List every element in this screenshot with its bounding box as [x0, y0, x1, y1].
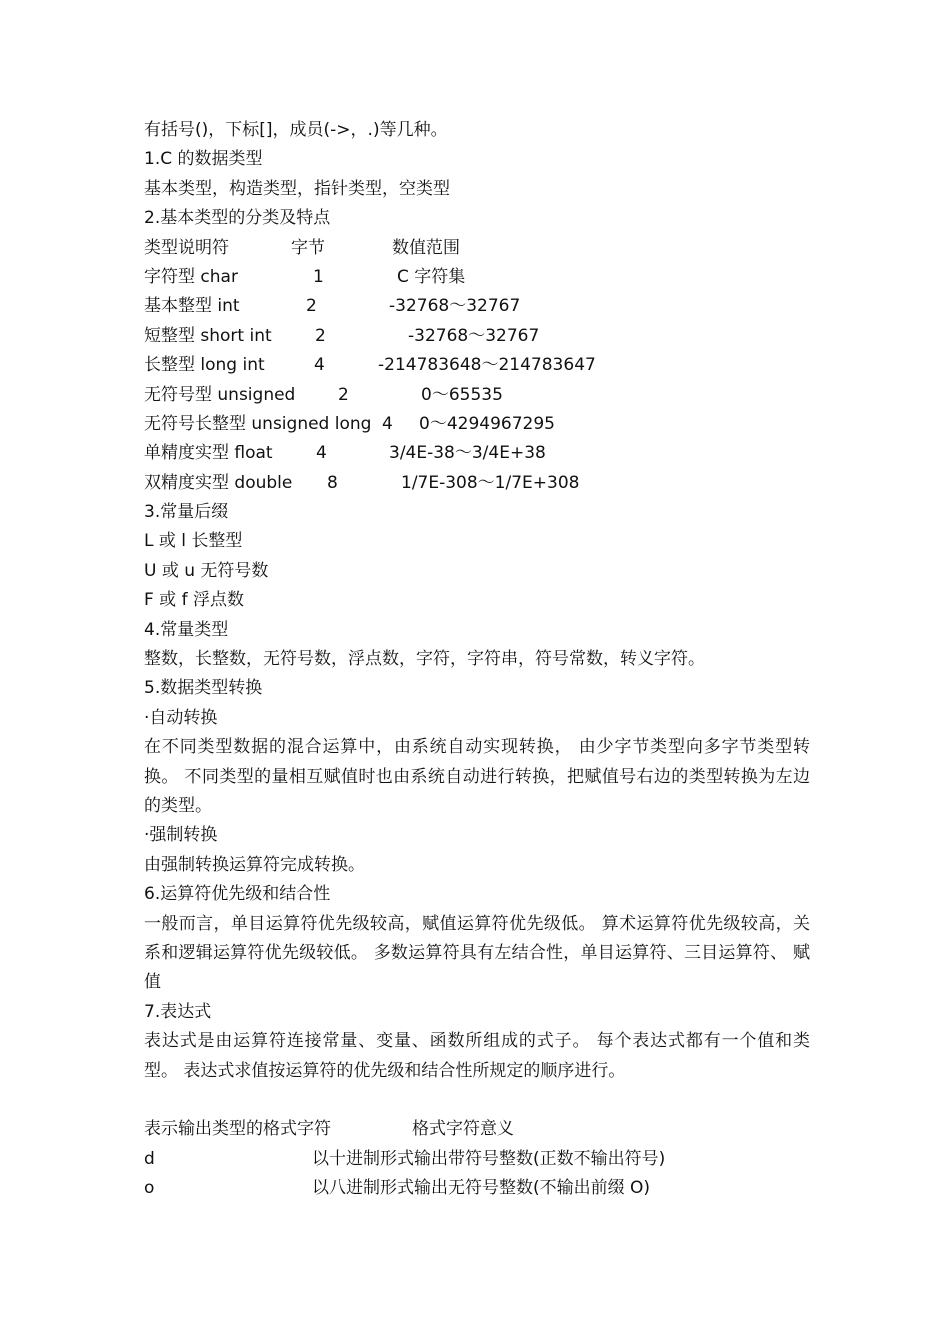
type-range: 0～4294967295: [419, 413, 555, 434]
type-bytes: 4: [314, 355, 325, 376]
table-row: [144, 292, 810, 321]
section-heading: 5.数据类型转换: [144, 678, 263, 699]
type-bytes: 4: [382, 413, 393, 434]
type-range: -32768～32767: [408, 325, 540, 346]
type-bytes: 2: [306, 296, 317, 317]
format-char: d: [144, 1148, 155, 1169]
table-row: [144, 351, 810, 380]
type-range: 3/4E-38～3/4E+38: [389, 443, 546, 464]
header-range: 数值范围: [392, 237, 460, 258]
type-bytes: 2: [315, 325, 326, 346]
format-table-header: [144, 1115, 810, 1144]
type-bytes: 1: [313, 266, 324, 287]
type-bytes: 8: [327, 472, 338, 493]
section-heading: 4.常量类型: [144, 619, 229, 640]
type-name: 单精度实型 float: [144, 443, 273, 464]
table-row: [144, 1145, 810, 1174]
format-table: [144, 1115, 810, 1203]
section-heading: 2.基本类型的分类及特点: [144, 208, 331, 229]
type-range: 0～65535: [421, 384, 503, 405]
type-name: 短整型 short int: [144, 325, 272, 346]
document-body: [144, 116, 810, 1204]
header-bytes: 字节: [291, 237, 325, 258]
text-line: L 或 l 长整型: [144, 531, 243, 552]
section-heading: 1.C 的数据类型: [144, 149, 263, 170]
table-row: [144, 439, 810, 468]
header-format-meaning: 格式字符意义: [412, 1119, 514, 1140]
type-range: -214783648～214783647: [378, 355, 596, 376]
table-row: [144, 263, 810, 292]
type-range: -32768～32767: [389, 296, 521, 317]
paragraph: 表达式是由运算符连接常量、变量、函数所组成的式子。 每个表达式都有一个值和类型。 表达式求值按运算符的优先级和结合性所规定的顺序进行。: [144, 1031, 810, 1081]
text-line: 由强制转换运算符完成转换。: [144, 854, 365, 875]
type-table: [144, 234, 810, 499]
type-name: 基本整型 int: [144, 296, 240, 317]
text-line: 基本类型，构造类型，指针类型，空类型: [144, 178, 450, 199]
header-type-specifier: 类型说明符: [144, 237, 229, 258]
subsection-heading: ·强制转换: [144, 825, 218, 846]
table-row: [144, 381, 810, 410]
table-row: [144, 322, 810, 351]
text-line: F 或 f 浮点数: [144, 590, 244, 611]
type-bytes: 2: [338, 384, 349, 405]
format-char: o: [144, 1178, 155, 1199]
table-row: [144, 469, 810, 498]
section-heading: 3.常量后缀: [144, 502, 229, 523]
format-meaning: 以八进制形式输出无符号整数(不输出前缀 O): [312, 1178, 651, 1199]
paragraph: 在不同类型数据的混合运算中，由系统自动实现转换， 由少字节类型向多字节类型转换。 不同类型的量相互赋值时也由系统自动进行转换，把赋值号右边的类型转换为左边的类型。: [144, 737, 810, 817]
type-range: C 字符集: [397, 266, 466, 287]
type-name: 无符号型 unsigned: [144, 384, 296, 405]
paragraph: 一般而言，单目运算符优先级较高，赋值运算符优先级低。 算术运算符优先级较高，关系和逻辑运算符优先级较低。 多数运算符具有左结合性，单目运算符、三目运算符、 赋值: [144, 913, 810, 993]
subsection-heading: ·自动转换: [144, 707, 218, 728]
type-table-header: [144, 234, 810, 263]
table-row: [144, 410, 810, 439]
type-name: 长整型 long int: [144, 355, 265, 376]
text-line: 有括号()，下标[]，成员(->，.)等几种。: [144, 120, 448, 140]
text-line: U 或 u 无符号数: [144, 560, 269, 581]
format-meaning: 以十进制形式输出带符号整数(正数不输出符号): [312, 1148, 666, 1169]
header-format-char: 表示输出类型的格式字符: [144, 1119, 331, 1140]
type-range: 1/7E-308～1/7E+308: [401, 472, 580, 493]
type-name: 无符号长整型 unsigned long: [144, 413, 372, 434]
type-bytes: 4: [316, 443, 327, 464]
blank-line: [144, 1086, 810, 1115]
type-name: 字符型 char: [144, 266, 238, 287]
text-line: 整数，长整数，无符号数，浮点数，字符，字符串，符号常数，转义字符。: [144, 649, 705, 670]
section-heading: 6.运算符优先级和结合性: [144, 884, 331, 905]
section-heading: 7.表达式: [144, 1001, 212, 1022]
table-row: [144, 1174, 810, 1203]
type-name: 双精度实型 double: [144, 472, 293, 493]
